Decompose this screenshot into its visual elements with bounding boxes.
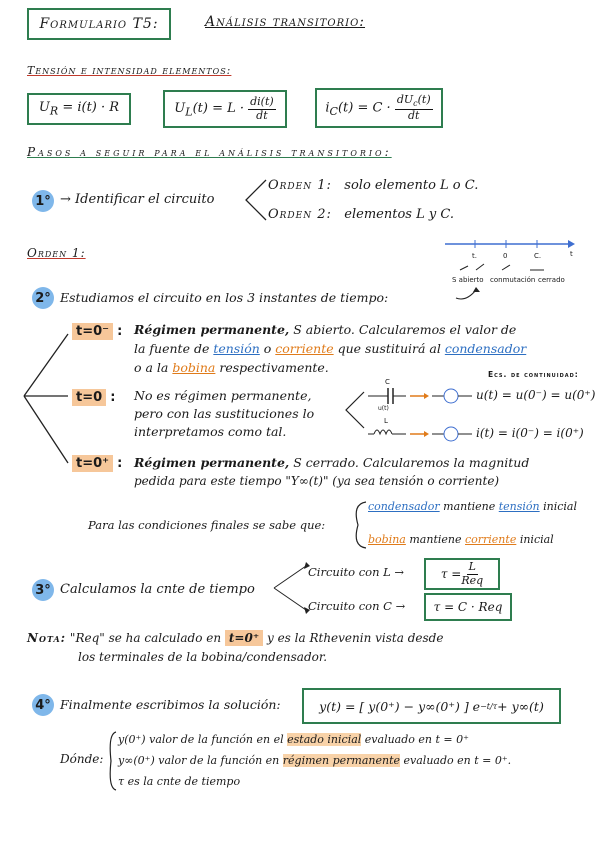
t0-minus-label: t=0⁻ : [72, 324, 122, 339]
orden2-text: elementos L y C. [344, 207, 454, 222]
step2-tree [22, 320, 72, 470]
step3-brace [272, 560, 310, 616]
title-box [27, 8, 171, 40]
t0-plus-line1 [134, 455, 529, 470]
t0m-l2-1: la fuente de [134, 341, 214, 356]
fc2-inicial: inicial [516, 533, 554, 546]
ind-sym: L [384, 417, 388, 425]
section-elements-title: Tensión e intensidad elementos: [27, 64, 232, 77]
timeline-l1: S abierto [452, 276, 484, 284]
f3-sub: C [329, 105, 338, 119]
tau-c: τ = C · Req [433, 600, 503, 614]
fc1-tension: tensión [498, 500, 540, 513]
t0m-bobina: bobina [172, 360, 216, 375]
nota-line1 [27, 631, 592, 645]
solution-box [302, 688, 561, 724]
solution-exp: −t/τ [480, 701, 498, 711]
f3-den: dt [408, 108, 420, 122]
step3-text: Calculamos la cnte de tiempo [60, 582, 255, 597]
nota-line2: los terminales de la bobina/condensador. [78, 650, 328, 664]
tau-inductor-box [424, 558, 500, 590]
page-subtitle: Análisis transitorio: [205, 14, 366, 30]
eq-voltage-continuity: u(t) = u(0⁻) = u(0⁺) [476, 388, 596, 402]
ecs-continuidad: Ecs. de continuidad: [488, 370, 579, 379]
tau-l-frac [461, 561, 483, 586]
cap-uct: u(t) [378, 405, 389, 412]
solution-main: y(t) = [ y(0⁺) − y∞(0⁺) ] e [319, 698, 481, 714]
donde-line2 [118, 754, 511, 767]
section-steps-title: Pasos a seguir para el análisis transitorio: [27, 145, 392, 159]
tau-l-lhs: τ = [440, 567, 462, 581]
t0-minus-line2 [134, 341, 526, 356]
orden1-text: solo elemento L o C. [344, 178, 479, 193]
t0-line1: No es régimen permanente, [134, 388, 312, 403]
fc1-condensador: condensador [368, 500, 440, 513]
f2-mid: (t) = L · [192, 101, 249, 117]
t0-line2: pero con las sustituciones lo [134, 406, 315, 421]
inductor-subst-diagram [366, 422, 476, 448]
t0-plus-l1: S cerrado. Calcularemos la magnitud [289, 455, 530, 470]
orden1-line [268, 178, 478, 193]
d2-c: evaluado en t = 0⁺. [400, 754, 512, 767]
f3-frac [395, 94, 433, 122]
orden1-label: Orden 1: [268, 178, 332, 193]
f3-i: i [325, 100, 330, 116]
d1-estado-inicial: estado inicial [287, 733, 362, 746]
final-cond-1 [368, 500, 577, 513]
final-brace [348, 500, 368, 550]
d2-regimen: régimen permanente [282, 754, 401, 767]
fc2-mantiene: mantiene [405, 533, 465, 546]
formula-inductor-box [163, 90, 287, 128]
step1-brace [242, 178, 268, 222]
nota-label: Nota: [27, 631, 67, 645]
fc1-mantiene: mantiene [439, 500, 499, 513]
f2-sub: L [185, 106, 193, 120]
formula-capacitor-box [315, 88, 443, 128]
t0-line3: interpretamos como tal. [134, 424, 287, 439]
t0-plus-line2: pedida para este tiempo "Y∞(t)" (ya sea tensión o corriente) [134, 474, 500, 488]
f1-u: U [38, 100, 50, 116]
f2-num: di(t) [250, 95, 274, 109]
formula-capacitor [325, 94, 432, 122]
t0-plus-bold: Régimen permanente, [134, 455, 290, 470]
step1-text: → Identificar el circuito [60, 192, 215, 207]
d2-a: y∞(0⁺) valor de la función en [118, 754, 283, 767]
cap-sym: C [385, 378, 390, 386]
donde-line1 [118, 733, 469, 746]
t0-plus-box: t=0⁺ [72, 455, 113, 472]
step4-bubble: 4° [32, 694, 54, 716]
step2-bubble: 2° [32, 287, 54, 309]
timeline-t2: 0 [503, 252, 508, 260]
f2-frac [248, 96, 276, 121]
t0m-l3-2: respectivamente. [215, 360, 329, 375]
t0-minus-box: t=0⁻ [72, 323, 113, 340]
nota-t3: y es la Rthevenin vista desde [263, 631, 444, 645]
t0-label: t=0 : [72, 390, 116, 405]
donde-line3: τ es la cnte de tiempo [118, 775, 241, 788]
t0m-l2-2: o [259, 341, 276, 356]
page-title: Formulario T5: [39, 16, 159, 32]
f2-u: U [174, 101, 186, 117]
timeline-t3: C. [534, 252, 542, 260]
final-cond-2 [368, 533, 554, 546]
t0-minus-line1 [134, 322, 594, 337]
orden2-label: Orden 2: [268, 207, 332, 222]
fc1-inicial: inicial [539, 500, 578, 513]
step2-curve-arrow [452, 284, 482, 304]
step1-bubble: 1° [32, 190, 54, 212]
t0m-tension: tensión [213, 341, 260, 356]
d1-c: evaluado en t = 0⁺ [361, 733, 469, 746]
t0m-corriente: corriente [275, 341, 334, 356]
solution-end: + y∞(t) [497, 698, 544, 714]
f3-num: dU [396, 92, 414, 106]
d1-a: y(0⁺) valor de la función en el [118, 733, 288, 746]
step2-text: Estudiamos el circuito en los 3 instantes de tiempo: [60, 290, 389, 305]
step3-row2: Circuito con C → [308, 599, 406, 613]
formula-resistor [39, 100, 119, 118]
t0m-l2-3: que sustituirá al [333, 341, 445, 356]
formula-inductor [174, 96, 275, 121]
f1-sub: R [49, 104, 59, 118]
timeline-t1: t. [472, 252, 477, 260]
f2-den: dt [256, 108, 268, 122]
t0-minus-bold: Régimen permanente, [134, 322, 290, 337]
t0-minus-l1: S abierto. Calcularemos el valor de [289, 322, 517, 337]
t0-box: t=0 [72, 389, 106, 406]
donde-label: Dónde: [60, 752, 104, 766]
orden2-line [268, 207, 454, 222]
f3-num-end: (t) [417, 92, 431, 106]
timeline-l3: cerrado [538, 276, 565, 284]
donde-brace [104, 730, 118, 792]
t0m-condensador: condensador [444, 341, 527, 356]
f3-mid: (t) = C · [337, 100, 395, 116]
fc2-corriente: corriente [464, 533, 517, 546]
fc2-bobina: bobina [368, 533, 406, 546]
t0-minus-line3 [134, 360, 329, 375]
tau-l-den: Req [461, 573, 484, 587]
nota-t0plus: t=0⁺ [225, 630, 263, 646]
f1-rhs: = i(t) · R [58, 100, 120, 116]
eq-current-continuity: i(t) = i(0⁻) = i(0⁺) [476, 426, 584, 440]
formula-resistor-box [27, 93, 131, 125]
t0m-l3-1: o a la [134, 360, 173, 375]
step4-text: Finalmente escribimos la solución: [60, 697, 281, 712]
tau-capacitor-box [424, 593, 512, 621]
f3-num-sub: c [413, 99, 418, 109]
nota-t1: "Req" se ha calculado en [69, 631, 225, 645]
orden1-title: Orden 1: [27, 246, 86, 260]
continuity-brace [342, 390, 366, 430]
timeline-l2: conmutación [490, 276, 536, 284]
step3-row1: Circuito con L → [308, 565, 405, 579]
t0-plus-label: t=0⁺ : [72, 456, 122, 471]
step3-bubble: 3° [32, 579, 54, 601]
final-intro: Para las condiciones finales se sabe que: [88, 518, 326, 532]
tau-l-num: L [468, 560, 476, 574]
timeline-t4: t [570, 250, 573, 258]
